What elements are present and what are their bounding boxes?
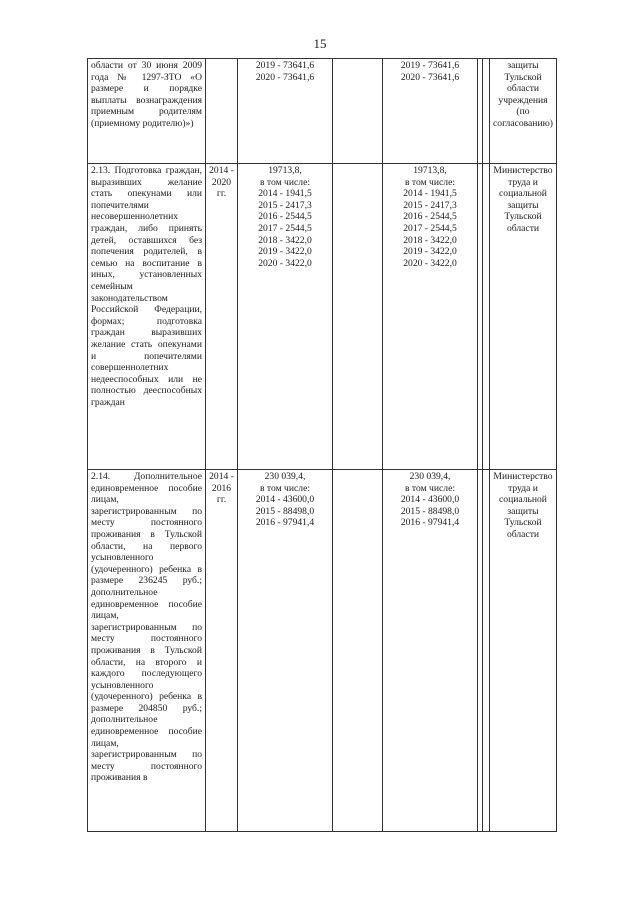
federal-budget-cell (333, 59, 383, 164)
funding-line: 230 039,4, (409, 471, 451, 482)
funding-line: 19713,8, (268, 165, 302, 176)
funding-line: в том числе: (404, 176, 455, 188)
funding-line: 2017 - 2544,5 (403, 222, 457, 234)
other-sources-cell (483, 164, 490, 470)
period-cell: 2014 - 2020 гг. (206, 164, 238, 470)
funding-line: 2018 - 3422,0 (403, 234, 457, 246)
funding-line: 2015 - 2417,3 (403, 199, 457, 211)
table-row (88, 59, 557, 164)
funding-line: 2016 - 97941,4 (255, 517, 315, 529)
executor-cell: защиты Тульской области учреждения (по согласованию) (490, 59, 557, 164)
total-funding-cell (238, 164, 333, 470)
total-funding-cell (238, 470, 333, 832)
funding-line: 2019 - 3422,0 (403, 246, 457, 258)
funding-line: 2014 - 43600,0 (255, 494, 315, 506)
table-row (88, 470, 557, 832)
total-funding-cell (238, 59, 333, 164)
funding-line: 2015 - 2417,3 (258, 199, 312, 211)
measure-description: области от 30 июня 2009 года № 1297-ЗТО «О размере и порядке выплаты вознаграждения приемным родителям (приемному родителю)») (88, 59, 206, 164)
measure-description: 2.14. Дополнительное единовременное пособие лицам, зарегистрированным по месту постоянного проживания в Тульской области, на первого усыновленного (удочеренного) ребенка в размере 236245 руб.; дополнительное единовременное пособие лицам, зарегистрированным по месту постоянного проживания в Тульской области, на второго и каждого последующего усыновленного (удочеренного) ребенка в размере 204850 руб.; дополнительное единовременное пособие лицам, зарегистрированным по месту постоянного проживания в (88, 470, 206, 832)
funding-line: 2020 - 3422,0 (258, 257, 312, 269)
program-table (87, 58, 557, 832)
funding-line: 2019 - 3422,0 (258, 246, 312, 258)
table-row (88, 164, 557, 470)
funding-line: 2017 - 2544,5 (258, 222, 312, 234)
executor-cell: Министерство труда и социальной защиты Тульской области (490, 164, 557, 470)
federal-budget-cell (333, 164, 383, 470)
funding-line: 2019 - 73641,6 (400, 60, 460, 71)
funding-line: 2016 - 97941,4 (400, 517, 460, 529)
funding-line: 230 039,4, (264, 471, 306, 482)
funding-line: 2020 - 73641,6 (400, 71, 460, 83)
funding-line: 2014 - 1941,5 (258, 188, 312, 200)
funding-line: 2020 - 73641,6 (255, 71, 315, 83)
other-sources-cell (483, 470, 490, 832)
federal-budget-cell (333, 470, 383, 832)
funding-line: 2015 - 88498,0 (400, 505, 460, 517)
regional-budget-cell (383, 164, 478, 470)
funding-line: 2018 - 3422,0 (258, 234, 312, 246)
funding-line: в том числе: (259, 176, 310, 188)
funding-line: 2019 - 73641,6 (255, 60, 315, 71)
page-number: 15 (313, 36, 327, 51)
period-cell (206, 59, 238, 164)
funding-line: в том числе: (259, 482, 310, 494)
funding-line: в том числе: (404, 482, 455, 494)
funding-line: 2020 - 3422,0 (403, 257, 457, 269)
funding-line: 2016 - 2544,5 (258, 211, 312, 223)
regional-budget-cell (383, 59, 478, 164)
executor-cell: Министерство труда и социальной защиты Тульской области (490, 470, 557, 832)
funding-line: 19713,8, (413, 165, 447, 176)
funding-line: 2016 - 2544,5 (403, 211, 457, 223)
measure-description: 2.13. Подготовка граждан, выразивших желание стать опекунами или попечителями несовершеннолетних граждан, либо принять детей, оставшихся без попечения родителей, в семью на воспитание в иных, установленных семейным законодательством Российской Федерации, формах; подготовка граждан выразивших желание стать опекунами и попечителями совершеннолетних недееспособных или не полностью дееспособных граждан (88, 164, 206, 470)
funding-line: 2014 - 1941,5 (403, 188, 457, 200)
regional-budget-cell (383, 470, 478, 832)
period-cell: 2014 - 2016 гг. (206, 470, 238, 832)
funding-line: 2015 - 88498,0 (255, 505, 315, 517)
other-sources-cell (483, 59, 490, 164)
funding-line: 2014 - 43600,0 (400, 494, 460, 506)
